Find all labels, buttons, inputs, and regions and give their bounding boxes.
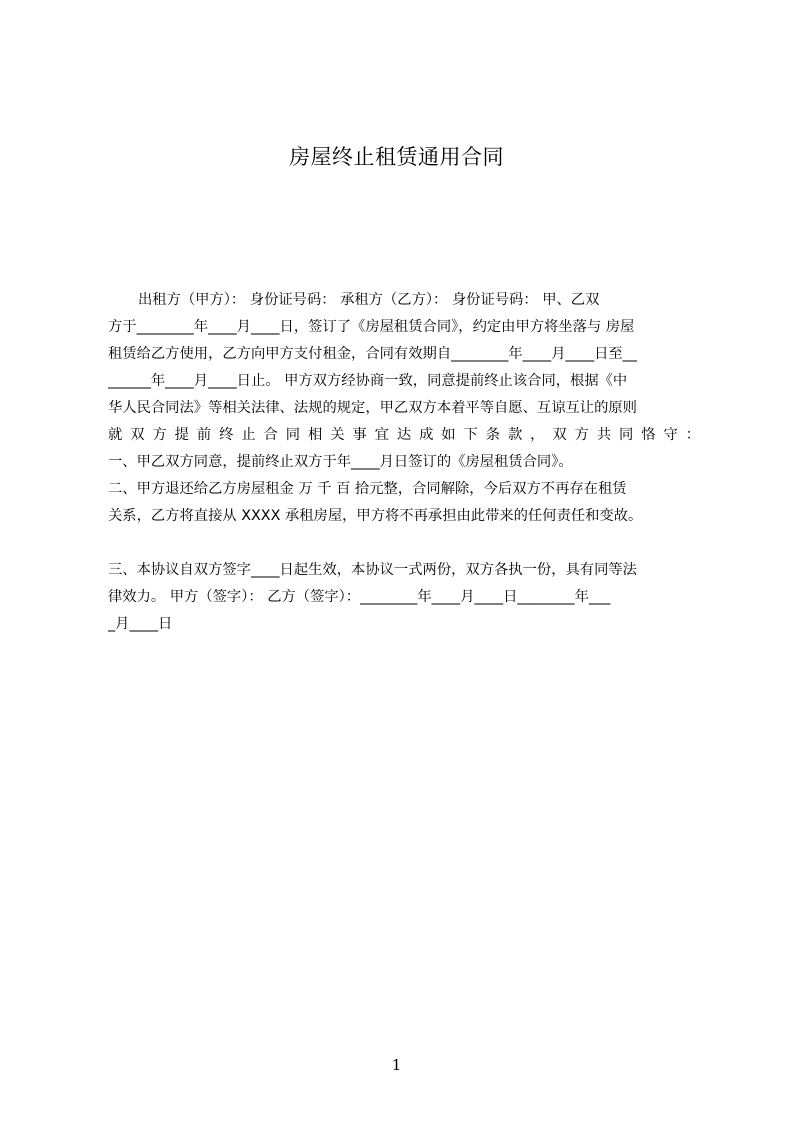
page-number: 1 <box>391 1056 402 1074</box>
clause-2-line-2: 关系，乙方将直接从 XXXX 承租房屋，甲方将不再承担由此带来的任何责任和变故。 <box>108 508 643 524</box>
body-line-6: 就双方提前终止合同相关事宜达成如下条款，双方共同恪守： <box>108 427 700 443</box>
document-body <box>108 287 700 638</box>
clause-2-line-1: 二、甲方退还给乙方房屋租金 万 千 百 拾元整，合同解除，今后双方不再存在租赁 <box>108 481 627 497</box>
document-title: 房屋终止租赁通用合同 <box>289 145 504 169</box>
clause-3-line-3: _月____日 <box>108 616 173 632</box>
body-line-4: ______年____月____日止。 甲方双方经协商一致，同意提前终止该合同，根据《中 <box>108 373 628 389</box>
clause-1: 一、甲乙双方同意，提前终止双方于年____月日签订的《房屋租赁合同》。 <box>108 454 573 470</box>
body-line-1: 出租方（甲方）： 身份证号码： 承租方（乙方）： 身份证号码： 甲、乙双 <box>138 292 600 308</box>
body-line-3: 租赁给乙方使用，乙方向甲方支付租金，合同有效期自________年____月____日至__ <box>108 346 637 362</box>
body-line-2: 方于________年____月____日，签订了《房屋租赁合同》，约定由甲方将坐落与 房屋 <box>108 319 635 335</box>
clause-3-line-2: 律效力。 甲方（签字）： 乙方（签字）：________年____月____日________年___ <box>108 589 611 605</box>
clause-3-line-1: 三、本协议自双方签字____日起生效，本协议一式两份，双方各执一份，具有同等法 <box>108 562 637 578</box>
body-line-5: 华人民合同法》等相关法律、法规的规定，甲乙双方本着平等自愿、互谅互让的原则 <box>108 400 637 416</box>
blank-spacer <box>108 530 700 557</box>
